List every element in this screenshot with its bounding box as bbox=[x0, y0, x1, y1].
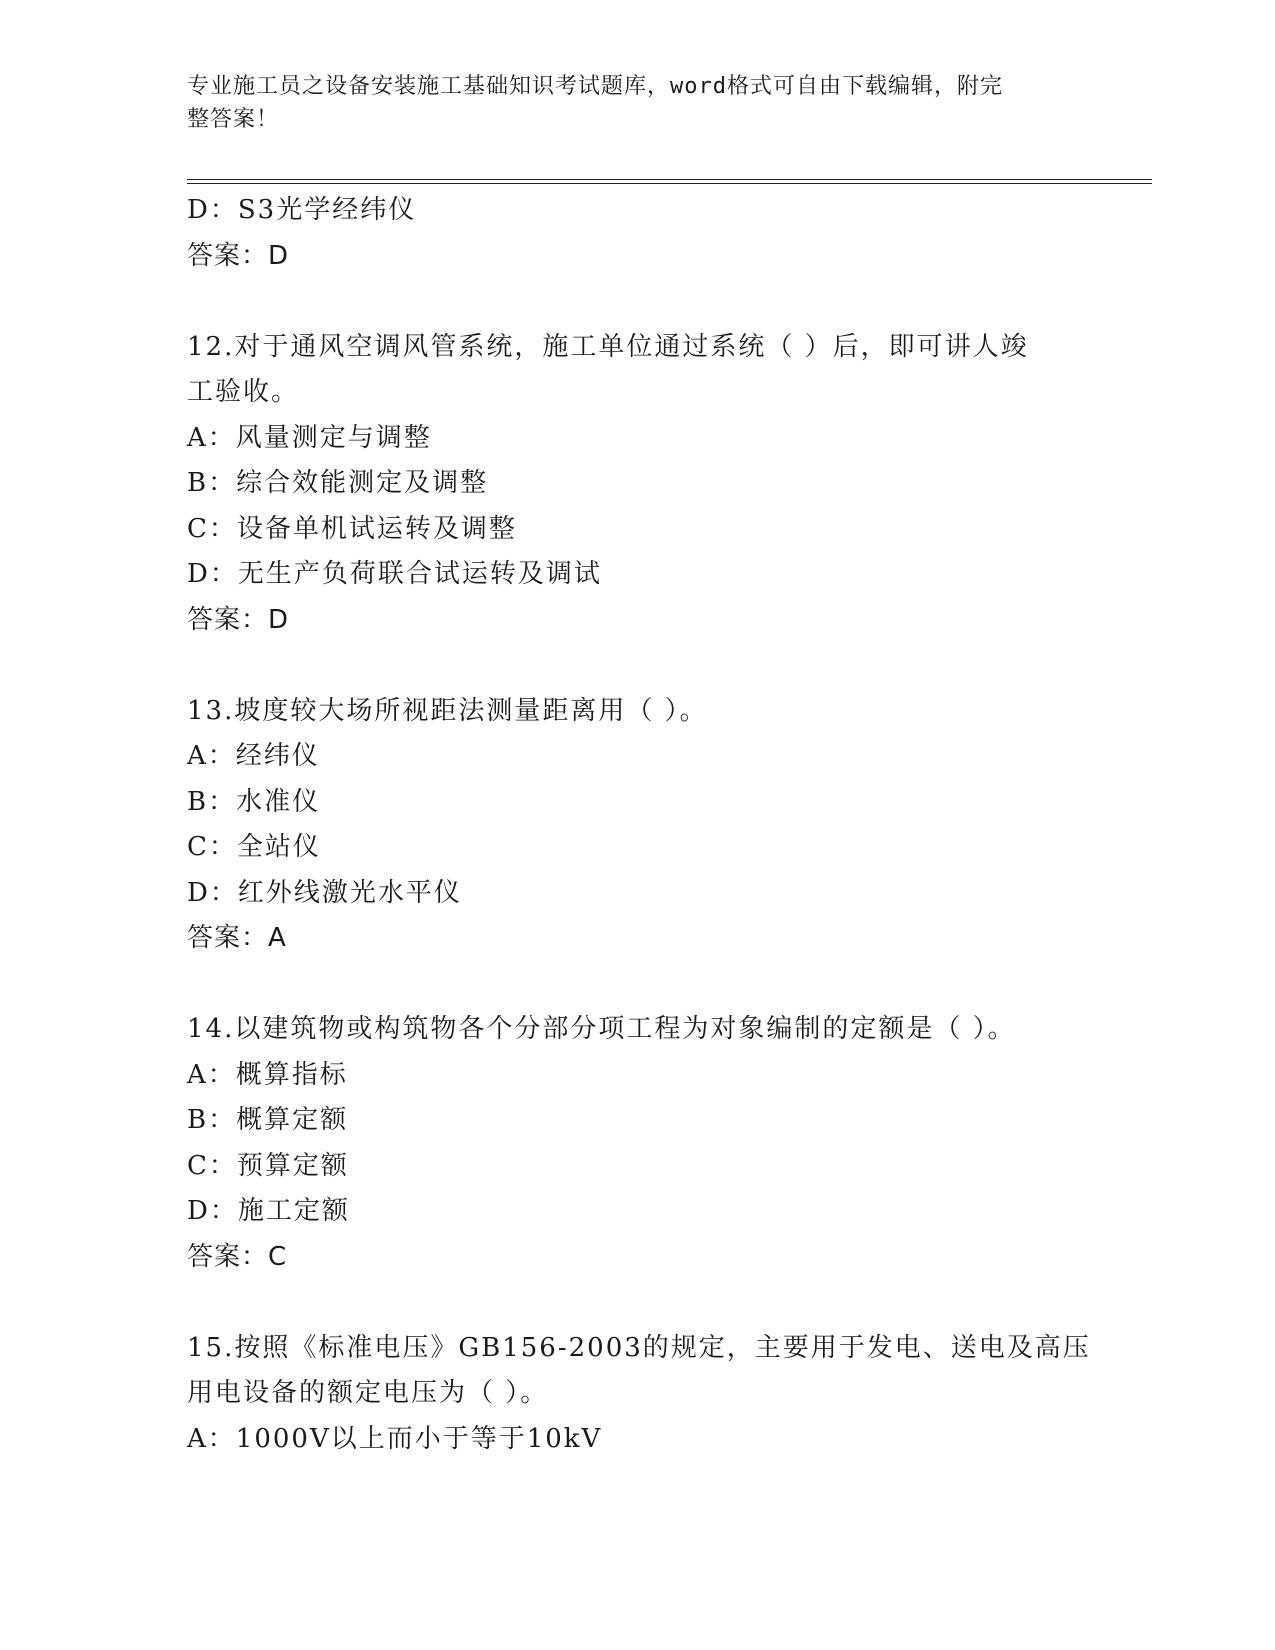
option-line: D：施工定额 bbox=[187, 1196, 350, 1226]
option-line: B：综合效能测定及调整 bbox=[187, 468, 489, 498]
option-line: A：概算指标 bbox=[187, 1059, 348, 1090]
option-line: A：风量测定与调整 bbox=[187, 422, 432, 453]
header-line-1: 专业施工员之设备安装施工基础知识考试题库，word格式可自由下载编辑，附完 bbox=[187, 74, 1003, 99]
answer-line: 答案：C bbox=[187, 1241, 288, 1272]
question-list bbox=[187, 188, 1091, 1462]
question-text: 13.坡度较大场所视距法测量距离用（ ）。 bbox=[187, 695, 708, 726]
question-block bbox=[187, 1326, 1091, 1463]
question-text: 14.以建筑物或构筑物各个分部分项工程为对象编制的定额是（ ）。 bbox=[187, 1014, 1016, 1044]
option-line: D：S3光学经纬仪 bbox=[187, 195, 417, 225]
question-text-continued: 工验收。 bbox=[187, 377, 300, 407]
option-line: D：无生产负荷联合试运转及调试 bbox=[187, 559, 602, 589]
option-line: B：概算定额 bbox=[187, 1105, 349, 1135]
question-block bbox=[187, 689, 1087, 962]
option-line: C：预算定额 bbox=[187, 1150, 349, 1181]
option-line: B：水准仪 bbox=[187, 786, 321, 817]
document-header bbox=[187, 70, 1067, 136]
question-text: 15.按照《标准电压》GB156-2003的规定，主要用于发电、送电及高压 bbox=[187, 1332, 1091, 1363]
answer-line: 答案：A bbox=[187, 923, 287, 953]
option-line: D：红外线激光水平仪 bbox=[187, 877, 462, 908]
answer-line: 答案：D bbox=[187, 604, 290, 635]
option-line: A：经纬仪 bbox=[187, 741, 320, 771]
header-line-2: 整答案！ bbox=[187, 107, 280, 132]
option-line: A：1000V以上而小于等于10kV bbox=[187, 1423, 603, 1454]
question-text-continued: 用电设备的额定电压为（ ）。 bbox=[187, 1378, 549, 1408]
question-block bbox=[187, 188, 1087, 279]
question-text: 12.对于通风空调风管系统，施工单位通过系统（ ）后，即可讲人竣 bbox=[187, 331, 1029, 362]
question-block bbox=[187, 1007, 1087, 1280]
header-rule-top bbox=[187, 179, 1152, 180]
header-rule-bottom bbox=[187, 183, 1152, 184]
answer-line: 答案：D bbox=[187, 240, 290, 271]
option-line: C：设备单机试运转及调整 bbox=[187, 513, 517, 544]
question-block bbox=[187, 325, 1087, 644]
option-line: C：全站仪 bbox=[187, 832, 321, 862]
